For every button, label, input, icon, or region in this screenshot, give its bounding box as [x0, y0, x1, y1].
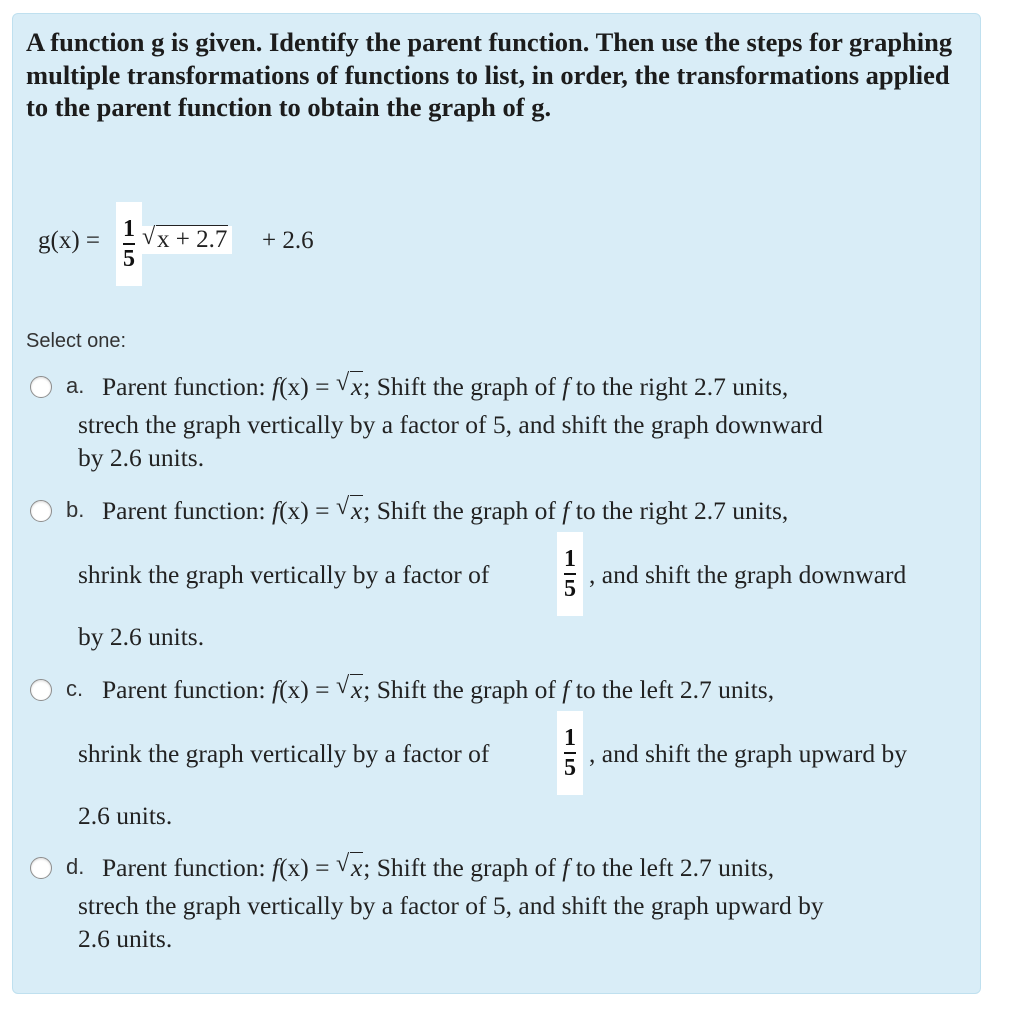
parent-f: f [271, 372, 280, 401]
option-d-line2: strech the graph vertically by a factor of 5, and shift the graph upward by [78, 891, 824, 920]
formula-fraction [116, 202, 142, 286]
shift-f: f [562, 675, 570, 704]
fraction-bar [564, 573, 576, 575]
formula-tail: + 2.6 [262, 227, 314, 254]
option-c-fraction [557, 711, 583, 795]
option-d-line1 [102, 853, 774, 883]
parent-semicolon: ; [363, 853, 371, 882]
option-a-radio[interactable] [30, 376, 52, 398]
parent-radicand: x [350, 496, 363, 525]
shift-f: f [562, 372, 570, 401]
question-text: A function g is given. Identify the parent function. Then use the steps for graphing multiple transformations of functions to list, in order, the transformations applied to the parent function to obtain the graph of g. [26, 27, 953, 122]
parent-f: f [271, 496, 280, 525]
shift-text: Shift the graph of [376, 372, 556, 401]
option-b-radio[interactable] [30, 500, 52, 522]
option-d-letter: d. [66, 854, 85, 879]
option-b-line1 [102, 496, 788, 526]
option-a-letter: a. [66, 373, 85, 398]
parent-radicand: x [350, 675, 363, 704]
option-c-line3: 2.6 units. [78, 801, 173, 830]
fraction-denominator: 5 [564, 576, 576, 602]
formula-denominator: 5 [123, 246, 135, 272]
shift-rest: to the right 2.7 units, [575, 372, 789, 401]
fraction-denominator: 5 [564, 755, 576, 781]
parent-radicand: x [350, 372, 363, 401]
shift-text: Shift the graph of [376, 853, 556, 882]
shift-rest: to the left 2.7 units, [575, 853, 775, 882]
option-c-line2b: , and shift the graph upward by [589, 739, 907, 768]
parent-semicolon: ; [363, 496, 371, 525]
fraction-numerator: 1 [564, 725, 576, 751]
option-c-radio[interactable] [30, 679, 52, 701]
shift-f: f [562, 853, 570, 882]
parent-prefix: Parent function: [102, 853, 266, 882]
parent-x: (x) = [279, 853, 330, 882]
parent-f: f [271, 675, 280, 704]
option-b-letter: b. [66, 497, 85, 522]
shift-text: Shift the graph of [376, 496, 556, 525]
option-c-letter: c. [66, 676, 84, 701]
parent-prefix: Parent function: [102, 372, 266, 401]
parent-radicand: x [350, 853, 363, 882]
shift-text: Shift the graph of [376, 675, 556, 704]
option-a-line3: by 2.6 units. [78, 443, 205, 472]
shift-rest: to the right 2.7 units, [575, 496, 789, 525]
select-one-label: Select one: [26, 330, 127, 352]
option-c-line2a: shrink the graph vertically by a factor of [78, 739, 490, 768]
fraction-bar [564, 752, 576, 754]
option-b-line2a: shrink the graph vertically by a factor of [78, 560, 490, 589]
option-b-fraction [557, 532, 583, 616]
fraction-numerator: 1 [564, 546, 576, 572]
parent-f: f [271, 853, 280, 882]
option-c-line1 [102, 675, 774, 705]
formula-sqrt [142, 226, 232, 254]
parent-prefix: Parent function: [102, 675, 266, 704]
shift-rest: to the left 2.7 units, [575, 675, 775, 704]
formula-numerator: 1 [123, 216, 135, 242]
parent-semicolon: ; [363, 372, 371, 401]
option-d-line3: 2.6 units. [78, 924, 173, 953]
option-b-line3: by 2.6 units. [78, 622, 205, 651]
parent-semicolon: ; [363, 675, 371, 704]
shift-f: f [562, 496, 570, 525]
parent-x: (x) = [279, 675, 330, 704]
option-a-line1 [102, 372, 788, 402]
parent-x: (x) = [279, 372, 330, 401]
formula-lhs: g(x) = [38, 227, 100, 254]
option-b-line2b: , and shift the graph downward [589, 560, 907, 589]
fraction-bar [123, 243, 135, 245]
parent-x: (x) = [279, 496, 330, 525]
parent-prefix: Parent function: [102, 496, 266, 525]
option-d-radio[interactable] [30, 857, 52, 879]
formula-radicand: x + 2.7 [157, 226, 228, 253]
option-a-line2: strech the graph vertically by a factor of 5, and shift the graph downward [78, 410, 823, 439]
